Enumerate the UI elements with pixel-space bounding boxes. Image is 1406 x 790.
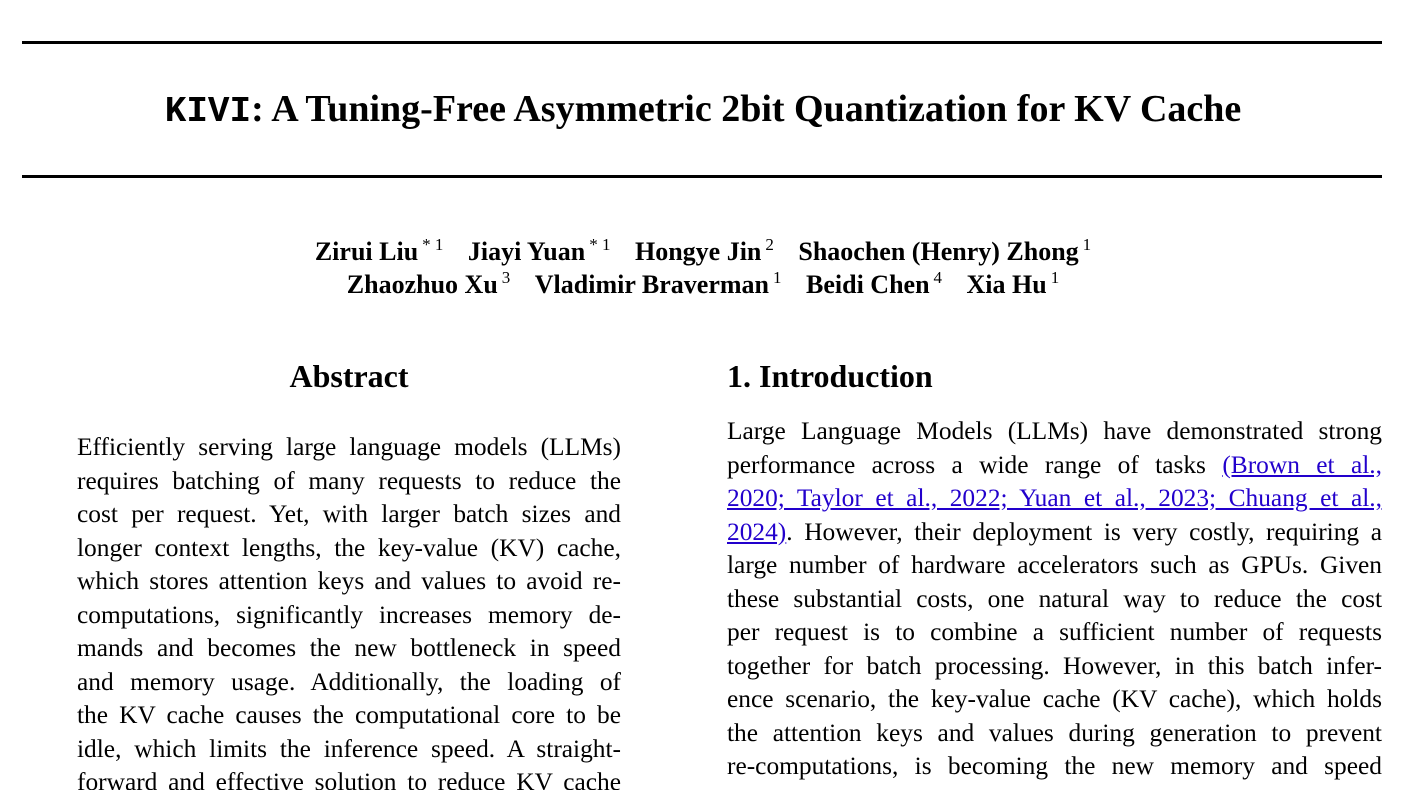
author-affiliation: 1 (1050, 268, 1060, 287)
author (635, 235, 774, 268)
abstract-line: longer context lengths, the key-value (KV) cache, (77, 533, 621, 562)
intro-line: ence scenario, the key-value cache (KV cache), which holds (727, 685, 1382, 713)
intro-line (727, 449, 1382, 483)
abstract-line: forward and effective solution to reduce KV cache (77, 768, 621, 790)
intro-line (727, 516, 1382, 550)
abstract-line: cost per request. Yet, with larger batch sizes and (77, 500, 621, 528)
intro-line (727, 482, 1382, 516)
intro-line: large number of hardware accelerators such as GPUs. Given (727, 551, 1382, 579)
abstract-line: which stores attention keys and values to avoid re- (77, 567, 621, 595)
author (798, 235, 1091, 268)
author-affiliation: 3 (501, 268, 511, 287)
author (967, 268, 1060, 301)
citation-link[interactable]: (Brown et al., (1222, 450, 1382, 479)
author-name: Vladimir Braverman (534, 270, 769, 299)
author-line-2 (0, 268, 1406, 301)
paper-title (0, 86, 1406, 135)
title-method-name: KIVI (164, 91, 252, 132)
abstract-line: requires batching of many requests to reduce the (77, 466, 621, 495)
citation-link[interactable]: 2020; Taylor et al., 2022; Yuan et al., 2023; Chuang et al., (727, 484, 1382, 512)
author-name: Zirui Liu (314, 237, 419, 266)
intro-line: together for batch processing. However, in this batch infer- (727, 651, 1382, 680)
author (315, 235, 444, 268)
intro-line: these substantial costs, one natural way to reduce the cost (727, 584, 1382, 613)
author (535, 268, 782, 301)
intro-line: per request is to combine a sufficient number of requests (727, 618, 1382, 646)
abstract-line: and memory usage. Additionally, the loading of (77, 667, 621, 696)
author-name: Beidi Chen (806, 270, 930, 299)
author-affiliation: 2 (765, 235, 774, 254)
abstract-line: mands and becomes the new bottleneck in speed (77, 634, 621, 662)
author-name: Jiayi Yuan (467, 237, 586, 266)
author-affiliation: * 1 (589, 235, 611, 254)
title-bottom-rule (22, 175, 1382, 178)
intro-line: re-computations, is becoming the new memory and speed (727, 752, 1382, 780)
intro-line: Large Language Models (LLMs) have demonstrated strong (727, 417, 1382, 445)
author-name: Hongye Jin (634, 237, 762, 266)
abstract-line: idle, which limits the inference speed. A straight- (77, 734, 621, 763)
author-affiliation: 4 (933, 268, 943, 287)
author (347, 268, 511, 301)
author-name: Shaochen (Henry) Zhong (798, 237, 1079, 266)
author (468, 235, 611, 268)
introduction-heading: 1. Introduction (727, 358, 933, 394)
intro-text: . However, their deployment is very costly, requiring a (786, 517, 1382, 546)
author-name: Zhaozhuo Xu (346, 270, 498, 299)
abstract-line: Efficiently serving large language models (LLMs) (77, 433, 621, 461)
intro-text: performance across a wide range of tasks (727, 450, 1223, 479)
abstract-line: the KV cache causes the computational core to be (77, 701, 621, 729)
abstract-line: computations, significantly increases memory de- (77, 600, 621, 629)
intro-line: the attention keys and values during generation to prevent (727, 718, 1382, 747)
abstract-body (77, 431, 621, 790)
title-text: : A Tuning-Free Asymmetric 2bit Quantization for KV Cache (251, 88, 1242, 130)
title-top-rule (22, 41, 1382, 44)
author-affiliation: * 1 (422, 235, 444, 254)
author-affiliation: 1 (773, 268, 782, 287)
citation-link[interactable]: 2024) (727, 517, 787, 546)
author (806, 268, 942, 301)
author-name: Xia Hu (966, 270, 1047, 299)
author-block (0, 235, 1406, 301)
abstract-heading: Abstract (289, 358, 409, 394)
author-affiliation: 1 (1082, 235, 1092, 254)
author-line-1 (0, 235, 1406, 268)
introduction-body (727, 415, 1382, 784)
